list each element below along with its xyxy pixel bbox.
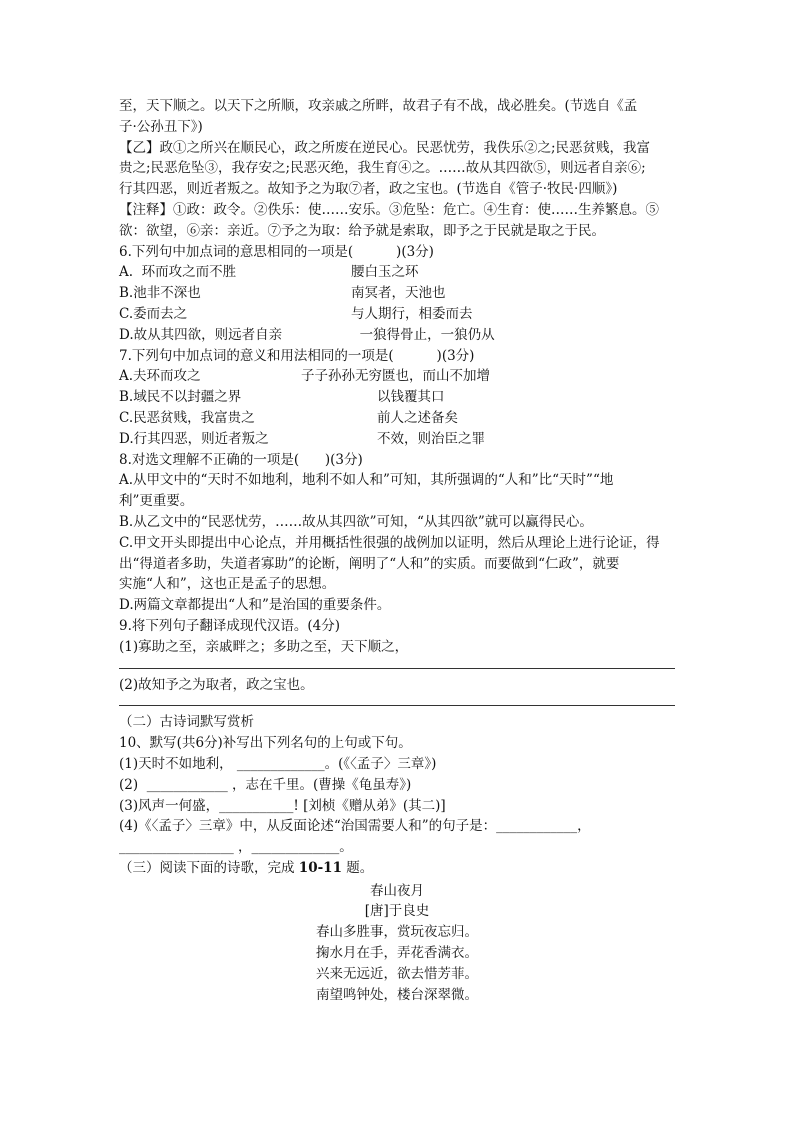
- translate-sentence-1: (1)寡助之至，亲戚畔之；多助之至，天下顺之，: [119, 638, 409, 655]
- poem: [119, 881, 675, 1006]
- question-stem: 10、默写(共6分)补写出下列名句的上句或下句。: [119, 735, 412, 752]
- fill-item-2: (2) ____________ ，志在千里。(曹操《龟虽寿》): [119, 776, 412, 793]
- option-left: B.池非不深也: [119, 285, 201, 302]
- fill-item-4: (4)《〈孟子〉三章》中，从反面论述“治国需要人和”的句子是：____________，: [119, 818, 591, 835]
- passage-line: 【乙】政①之所兴在顺民心，政之所废在逆民心。民恶忧劳，我佚乐②之;民恶贫贱，我富: [119, 139, 651, 156]
- option-a-line: A.从甲文中的“天时不如地利，地利不如人和”可知，其所强调的“人和”比“天时”“地: [119, 472, 614, 489]
- notes-line: 欲：欲望，⑥亲：亲近。⑦予之为取：给予就是索取，即予之于民就是取之于民。: [119, 222, 605, 239]
- question-6: [119, 242, 675, 346]
- option-left: C.委而去之: [119, 305, 188, 322]
- option-b-line: B.从乙文中的“民恶忧劳，……故从其四欲”可知，“从其四欲”就可以赢得民心。: [119, 513, 593, 530]
- answer-line[interactable]: [119, 695, 675, 706]
- passage-line: 子·公孙丑下》): [119, 118, 203, 135]
- option-right: 子子孙孙无穷匮也，而山不加增: [301, 368, 490, 385]
- poem-line: 兴来无远近，欲去惜芳菲。: [316, 965, 478, 982]
- question-stem: 9.将下列句子翻译成现代汉语。(4分): [119, 617, 341, 634]
- option-row: [119, 262, 675, 283]
- option-row: [119, 429, 675, 450]
- option-left: C.民恶贫贱，我富贵之: [119, 409, 255, 426]
- option-left: D.故从其四欲，则远者自亲: [119, 326, 283, 343]
- section-2: [119, 712, 675, 858]
- option-left: A.夫环而攻之: [119, 368, 201, 385]
- option-left: D.行其四恶，则近者叛之: [119, 430, 269, 447]
- option-right: 南冥者，天池也: [351, 285, 446, 302]
- option-left: B.域民不以封疆之界: [119, 389, 242, 406]
- fill-item-3: (3)风声一何盛，___________! [刘桢《赠从弟》(其二)]: [119, 797, 446, 814]
- option-a-line: 利”更重要。: [119, 493, 194, 510]
- option-row: [119, 408, 675, 429]
- option-right: 与人期行，相委而去: [351, 305, 473, 322]
- heading-post: 题。: [341, 859, 374, 876]
- passage-line: 贵之;民恶危坠③，我存安之;民恶灭绝，我生育④之。……故从其四欲⑤，则远者自亲⑥;: [119, 160, 646, 177]
- poem-title: 春山夜月: [370, 882, 424, 899]
- passage-line: 至，天下顺之。以天下之所顺，攻亲戚之所畔，故君子有不战，战必胜矣。(节选自《孟: [119, 98, 638, 114]
- poem-line: 南望鸣钟处，楼台深翠微。: [316, 986, 478, 1003]
- poem-line: 掬水月在手，弄花香满衣。: [316, 945, 478, 962]
- translate-sentence-2: (2)故知予之为取者，政之宝也。: [119, 676, 314, 693]
- option-right: 不效，则治臣之罪: [377, 430, 485, 447]
- notes-line: 【注释】①政：政令。②佚乐：使……安乐。③危坠：危亡。④生育：使……生养繁息。⑤: [119, 201, 659, 218]
- passage-line: 行其四恶，则近者叛之。故知予之为取⑦者，政之宝也。(节选自《管子·牧民·四顺》): [119, 181, 618, 198]
- question-stem: 6.下列句中加点词的意思相同的一项是( )(3分): [119, 243, 434, 260]
- section-3: [119, 858, 675, 1006]
- option-right: 一狼得骨止，一狼仍从: [351, 326, 495, 343]
- answer-line[interactable]: [119, 658, 675, 669]
- heading-range: 10-11: [298, 859, 342, 876]
- option-c-line: C.甲文开头即提出中心论点，并用概括性很强的战例加以证明，然后从理论上进行论证，得: [119, 534, 660, 551]
- option-row: [119, 387, 675, 408]
- passage: [119, 96, 675, 242]
- fill-item-1: (1)天时不如地利， _____________。(《〈孟子〉三章》): [119, 755, 437, 772]
- option-right: 以钱覆其口: [377, 389, 445, 406]
- option-row: [119, 325, 675, 346]
- option-row: [119, 366, 675, 387]
- option-left: A. 环而攻之而不胜: [119, 264, 237, 281]
- question-stem: 8.对选文理解不正确的一项是( )(3分): [119, 451, 363, 468]
- exam-page: [119, 96, 675, 1005]
- question-8: [119, 450, 675, 616]
- section-heading: [119, 858, 675, 879]
- poem-line: 春山多胜事，赏玩夜忘归。: [316, 924, 478, 941]
- fill-item-4-cont: _________________ ，_____________。: [119, 839, 353, 856]
- option-c-line: 出“得道者多助，失道者寡助”的论断，阐明了“人和”的实质。而要做到“仁政”，就要: [119, 555, 620, 572]
- question-9: [119, 616, 675, 706]
- option-right: 腰白玉之环: [351, 264, 419, 281]
- option-row: [119, 304, 675, 325]
- option-c-line: 实施“人和”，这也正是孟子的思想。: [119, 576, 336, 593]
- option-row: [119, 283, 675, 304]
- poem-author: [唐]于良史: [364, 903, 430, 920]
- question-stem: 7.下列句中加点词的意义和用法相同的一项是( )(3分): [119, 347, 475, 364]
- section-heading: （二）古诗词默写赏析: [119, 714, 254, 731]
- option-right: 前人之述备矣: [377, 409, 458, 426]
- option-d-line: D.两篇文章都提出“人和”是治国的重要条件。: [119, 597, 391, 614]
- question-7: [119, 346, 675, 450]
- heading-pre: （三）阅读下面的诗歌，完成: [119, 859, 299, 876]
